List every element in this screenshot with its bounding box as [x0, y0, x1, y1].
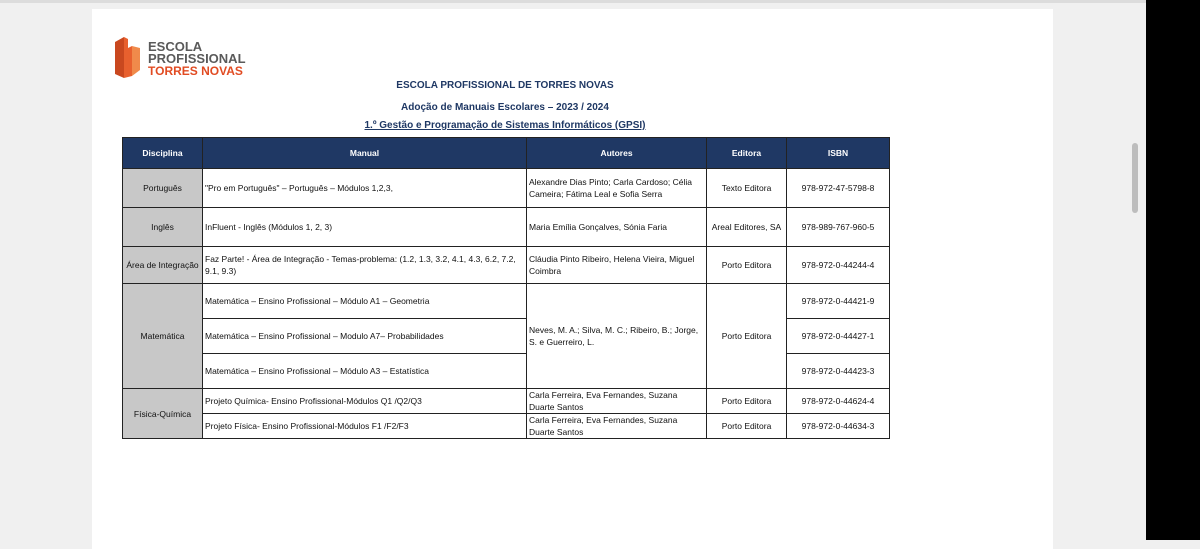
cell-editora: Porto Editora: [707, 247, 787, 284]
adoption-title: Adoção de Manuais Escolares – 2023 / 2024: [401, 102, 609, 113]
cell-autores: Cláudia Pinto Ribeiro, Helena Vieira, Miguel Coimbra: [527, 247, 707, 284]
cell-manual: Projeto Física- Ensino Profissional-Módulos F1 /F2/F3: [203, 414, 527, 439]
cell-manual: Matemática – Ensino Profissional – Módulo A3 – Estatística: [203, 354, 527, 389]
table-row: [123, 247, 890, 284]
cell-autores: Carla Ferreira, Eva Fernandes, Suzana Duarte Santos: [527, 414, 707, 439]
table-header-row: [123, 138, 890, 169]
header-isbn: ISBN: [787, 138, 890, 169]
course-title: 1.º Gestão e Programação de Sistemas Informáticos (GPSI): [364, 120, 646, 131]
vertical-scrollbar[interactable]: [1132, 143, 1138, 213]
school-title: ESCOLA PROFISSIONAL DE TORRES NOVAS: [396, 80, 614, 91]
cell-manual: Projeto Química- Ensino Profissional-Módulos Q1 /Q2/Q3: [203, 389, 527, 414]
cell-editora: Porto Editora: [707, 284, 787, 389]
cell-disciplina: Português: [123, 169, 203, 208]
table-row: [123, 389, 890, 414]
header-editora: Editora: [707, 138, 787, 169]
cell-editora: Texto Editora: [707, 169, 787, 208]
manuals-table: [122, 137, 890, 439]
cell-editora: Porto Editora: [707, 414, 787, 439]
cell-manual: Matemática – Ensino Profissional – Módulo A1 – Geometria: [203, 284, 527, 319]
cell-isbn: 978-972-0-44634-3: [787, 414, 890, 439]
cell-autores: Carla Ferreira, Eva Fernandes, Suzana Duarte Santos: [527, 389, 707, 414]
cell-editora: Areal Editores, SA: [707, 208, 787, 247]
cell-isbn: 978-972-0-44423-3: [787, 354, 890, 389]
header-autores: Autores: [527, 138, 707, 169]
cell-isbn: 978-972-0-44427-1: [787, 319, 890, 354]
cell-isbn: 978-972-0-44421-9: [787, 284, 890, 319]
cell-autores: Maria Emília Gonçalves, Sónia Faria: [527, 208, 707, 247]
cell-editora: Porto Editora: [707, 389, 787, 414]
cell-isbn: 978-972-0-44244-4: [787, 247, 890, 284]
header-manual: Manual: [203, 138, 527, 169]
cell-manual: "Pro em Português" – Português – Módulos 1,2,3,: [203, 169, 527, 208]
cell-manual: Faz Parte! - Área de Integração - Temas-problema: (1.2, 1.3, 3.2, 4.1, 4.3, 6.2, 7.2, 9.1, 9.3): [203, 247, 527, 284]
cell-manual: InFluent - Inglês (Módulos 1, 2, 3): [203, 208, 527, 247]
table-row: [123, 208, 890, 247]
table-row: [123, 284, 890, 319]
cell-autores: Alexandre Dias Pinto; Carla Cardoso; Célia Cameira; Fátima Leal e Sofia Serra: [527, 169, 707, 208]
cell-disciplina: Física-Química: [123, 389, 203, 439]
header-disciplina: Disciplina: [123, 138, 203, 169]
cell-disciplina: Matemática: [123, 284, 203, 389]
logo-line-3: TORRES NOVAS: [148, 64, 243, 78]
logo-line-1: ESCOLA: [148, 39, 203, 54]
cell-isbn: 978-989-767-960-5: [787, 208, 890, 247]
cell-disciplina: Área de Integração: [123, 247, 203, 284]
table-row: [123, 414, 890, 439]
top-strip: [0, 0, 1146, 3]
cell-disciplina: Inglês: [123, 208, 203, 247]
cell-isbn: 978-972-0-44624-4: [787, 389, 890, 414]
logo-line-2: PROFISSIONAL: [148, 51, 246, 66]
cell-autores: Neves, M. A.; Silva, M. C.; Ribeiro, B.; Jorge, S. e Guerreiro, L.: [527, 284, 707, 389]
cell-manual: Matemática – Ensino Profissional – Modulo A7– Probabilidades: [203, 319, 527, 354]
table-row: [123, 169, 890, 208]
cell-isbn: 978-972-47-5798-8: [787, 169, 890, 208]
side-panel: [1146, 0, 1200, 540]
